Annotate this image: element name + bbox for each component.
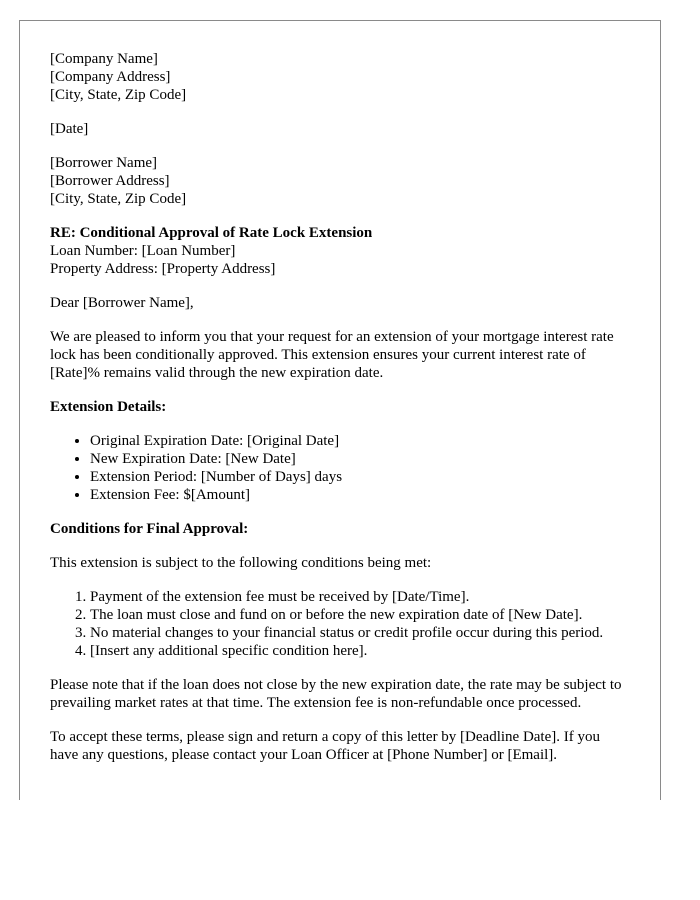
conditions-list — [50, 588, 630, 660]
company-city-state-zip: [City, State, Zip Code] — [50, 87, 187, 103]
letter-page — [19, 20, 661, 800]
extension-details-heading: Extension Details: — [50, 399, 167, 415]
list-item: • Extension Period: [Number of Days] days — [90, 468, 630, 486]
sender-address-block — [50, 50, 630, 104]
date-block — [50, 120, 630, 138]
company-address: [Company Address] — [50, 69, 171, 85]
intro-paragraph: We are pleased to inform you that your request for an extension of your mortgage interest rate lock has been conditionally approved. This extension ensures your current interest rate of [Rate]% remains valid through the new expiration date. — [50, 329, 614, 381]
list-item: • Extension Fee: $[Amount] — [90, 486, 630, 504]
loan-number: Loan Number: [Loan Number] — [50, 243, 236, 259]
list-item: • New Expiration Date: [New Date] — [90, 450, 630, 468]
letter-date: [Date] — [50, 121, 89, 137]
list-item: 1. Payment of the extension fee must be received by [Date/Time]. — [90, 588, 630, 606]
company-name: [Company Name] — [50, 51, 158, 67]
borrower-city-state-zip: [City, State, Zip Code] — [50, 191, 187, 207]
conditions-intro: This extension is subject to the following conditions being met: — [50, 555, 432, 571]
borrower-name: [Borrower Name] — [50, 155, 158, 171]
conditions-heading: Conditions for Final Approval: — [50, 521, 249, 537]
salutation: Dear [Borrower Name], — [50, 295, 194, 311]
closing-paragraph: To accept these terms, please sign and return a copy of this letter by [Deadline Date]. If you have any questions, please contact your Loan Officer at [Phone Number] or [Email]. — [50, 729, 600, 763]
extension-details-list — [50, 432, 630, 504]
property-address: Property Address: [Property Address] — [50, 261, 276, 277]
note-paragraph: Please note that if the loan does not close by the new expiration date, the rate may be subject to prevailing market rates at that time. The extension fee is non-refundable once processed. — [50, 677, 622, 711]
recipient-address-block — [50, 154, 630, 208]
subject-line: RE: Conditional Approval of Rate Lock Extension — [50, 225, 373, 241]
list-item: 2. The loan must close and fund on or before the new expiration date of [New Date]. — [90, 606, 630, 624]
list-item: 3. No material changes to your financial status or credit profile occur during this period. — [90, 624, 630, 642]
subject-block — [50, 224, 630, 278]
list-item: 4. [Insert any additional specific condition here]. — [90, 642, 630, 660]
list-item: • Original Expiration Date: [Original Date] — [90, 432, 630, 450]
borrower-address: [Borrower Address] — [50, 173, 170, 189]
